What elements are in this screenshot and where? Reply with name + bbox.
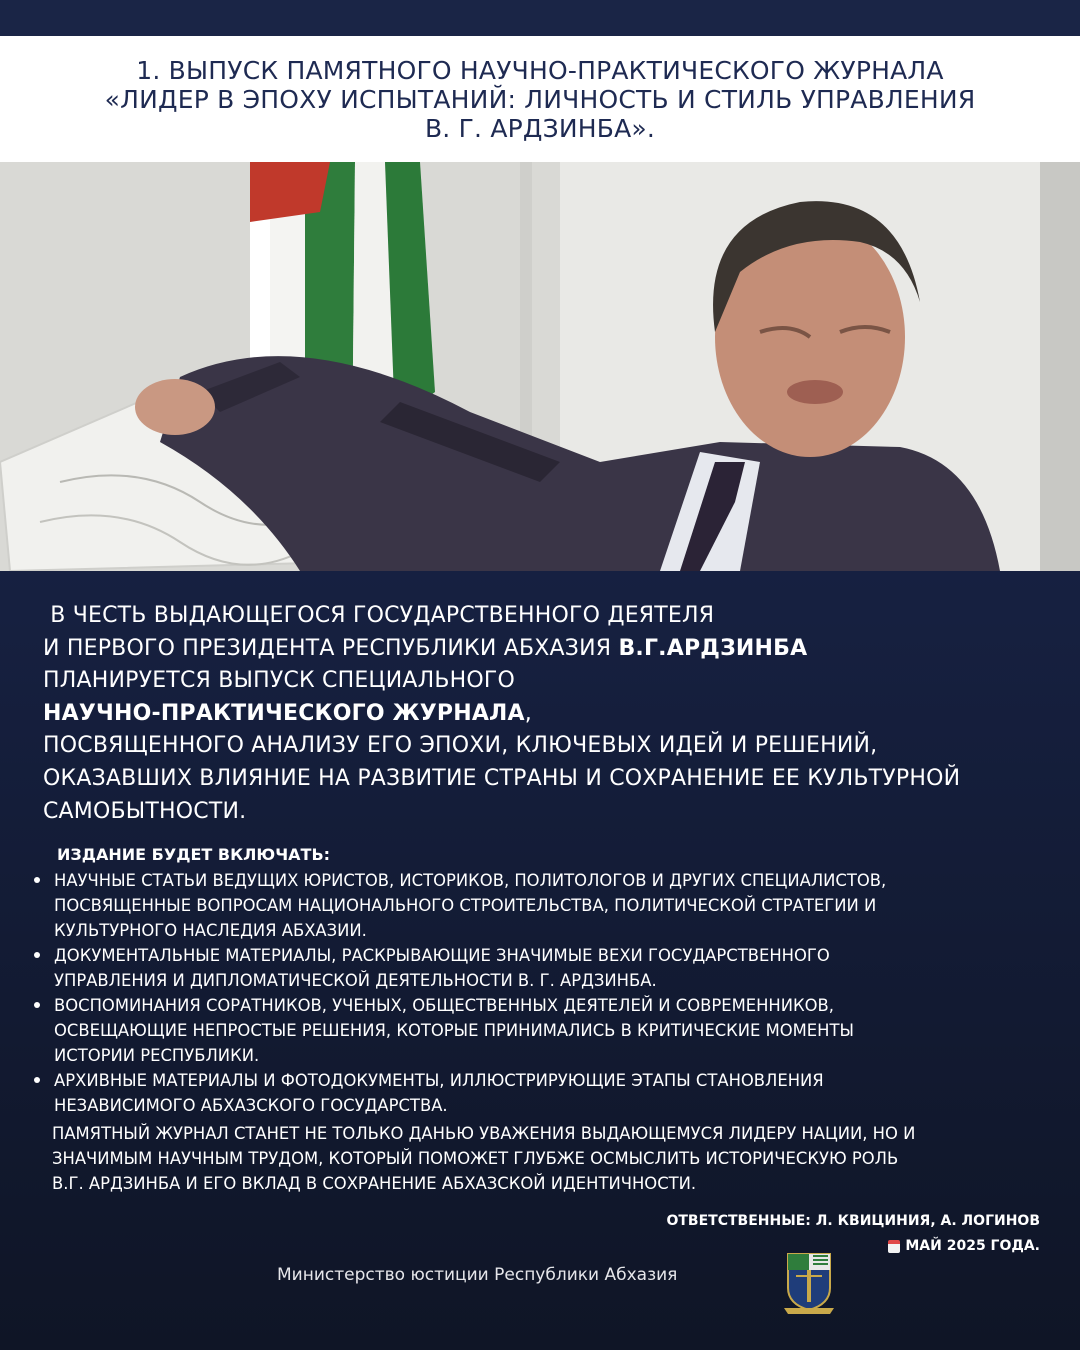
title-line-3: В. Г. АРДЗИНБА». [424,113,656,143]
bullet-icon [34,1002,40,1008]
list-item [32,993,1012,1068]
intro-line-6: ОКАЗАВШИХ ВЛИЯНИЕ НА РАЗВИТИЕ СТРАНЫ И СОХРАНЕНИЕ ЕЕ КУЛЬТУРНОЙ [43,765,961,791]
list-item-line: ДОКУМЕНТАЛЬНЫЕ МАТЕРИАЛЫ, РАСКРЫВАЮЩИЕ ЗНАЧИМЫЕ ВЕХИ ГОСУДАРСТВЕННОГО [54,946,830,965]
intro-line-4-comma: , [524,700,532,726]
ministry-name: Министерство юстиции Республики Абхазия [277,1265,678,1285]
portrait-photo [0,162,1080,571]
responsible-block [666,1209,1040,1259]
list-item-line: АРХИВНЫЕ МАТЕРИАЛЫ И ФОТОДОКУМЕНТЫ, ИЛЛЮСТРИРУЮЩИЕ ЭТАПЫ СТАНОВЛЕНИЯ [54,1071,824,1090]
list-item-line: КУЛЬТУРНОГО НАСЛЕДИЯ АБХАЗИИ. [54,921,367,940]
date-row [666,1234,1040,1259]
portrait-illustration [0,162,1080,571]
list-item-line: НАУЧНЫЕ СТАТЬИ ВЕДУЩИХ ЮРИСТОВ, ИСТОРИКОВ, ПОЛИТОЛОГОВ И ДРУГИХ СПЕЦИАЛИСТОВ, [54,871,887,890]
intro-line-5: ПОСВЯЩЕННОГО АНАЛИЗУ ЕГО ЭПОХИ, КЛЮЧЕВЫХ ИДЕЙ И РЕШЕНИЙ, [43,733,878,759]
intro-text [43,600,1043,828]
list-item [32,1068,1012,1118]
list-item [32,868,1012,943]
list-item-line: НЕЗАВИСИМОГО АБХАЗСКОГО ГОСУДАРСТВА. [54,1096,448,1115]
list-item-line: ИСТОРИИ РЕСПУБЛИКИ. [54,1046,260,1065]
calendar-icon [888,1240,900,1253]
intro-line-1: В ЧЕСТЬ ВЫДАЮЩЕГОСЯ ГОСУДАРСТВЕННОГО ДЕЯТЕЛЯ [50,603,715,628]
intro-line-3: ПЛАНИРУЕТСЯ ВЫПУСК СПЕЦИАЛЬНОГО [43,668,516,694]
closing-line-3: В.Г. АРДЗИНБА И ЕГО ВКЛАД В СОХРАНЕНИЕ АБХАЗСКОЙ ИДЕНТИЧНОСТИ. [52,1174,697,1193]
list-item-line: ПОСВЯЩЕННЫЕ ВОПРОСАМ НАЦИОНАЛЬНОГО СТРОИТЕЛЬСТВА, ПОЛИТИЧЕСКОЙ СТРАТЕГИИ И [54,896,877,915]
title-line-2: «ЛИДЕР В ЭПОХУ ИСПЫТАНИЙ: ЛИЧНОСТЬ И СТИЛЬ УПРАВЛЕНИЯ [104,84,976,114]
title-line-1: 1. ВЫПУСК ПАМЯТНОГО НАУЧНО-ПРАКТИЧЕСКОГО ЖУРНАЛА [136,55,944,85]
top-strip [0,0,1080,36]
list-item-line: ВОСПОМИНАНИЯ СОРАТНИКОВ, УЧЕНЫХ, ОБЩЕСТВЕННЫХ ДЕЯТЕЛЕЙ И СОВРЕМЕННИКОВ, [54,996,835,1015]
intro-name-bold: В.Г.АРДЗИНБА [618,635,808,661]
bullet-icon [34,877,40,883]
intro-line-2a: И ПЕРВОГО ПРЕЗИДЕНТА РЕСПУБЛИКИ АБХАЗИЯ [43,635,619,661]
list-title: ИЗДАНИЕ БУДЕТ ВКЛЮЧАТЬ: [57,845,331,864]
date-text: МАЙ 2025 ГОДА. [905,1238,1040,1254]
list-item-line: УПРАВЛЕНИЯ И ДИПЛОМАТИЧЕСКОЙ ДЕЯТЕЛЬНОСТИ В. Г. АРДЗИНБА. [54,971,657,990]
ministry-emblem-icon [780,1250,838,1316]
contents-list [32,868,1012,1118]
intro-journal-bold: НАУЧНО-ПРАКТИЧЕСКОГО ЖУРНАЛА [43,700,525,726]
list-item [32,943,1012,993]
intro-line-7: САМОБЫТНОСТИ. [43,798,247,824]
closing-text [52,1121,915,1196]
title-box [0,36,1080,162]
bullet-icon [34,952,40,958]
bullet-icon [34,1077,40,1083]
closing-line-1: ПАМЯТНЫЙ ЖУРНАЛ СТАНЕТ НЕ ТОЛЬКО ДАНЬЮ УВАЖЕНИЯ ВЫДАЮЩЕМУСЯ ЛИДЕРУ НАЦИИ, НО И [52,1124,916,1143]
list-item-line: ОСВЕЩАЮЩИЕ НЕПРОСТЫЕ РЕШЕНИЯ, КОТОРЫЕ ПРИНИМАЛИСЬ В КРИТИЧЕСКИЕ МОМЕНТЫ [54,1021,854,1040]
responsible-persons: ОТВЕТСТВЕННЫЕ: Л. КВИЦИНИЯ, А. ЛОГИНОВ [666,1213,1040,1229]
closing-line-2: ЗНАЧИМЫМ НАУЧНЫМ ТРУДОМ, КОТОРЫЙ ПОМОЖЕТ ГЛУБЖЕ ОСМЫСЛИТЬ ИСТОРИЧЕСКУЮ РОЛЬ [52,1149,899,1168]
